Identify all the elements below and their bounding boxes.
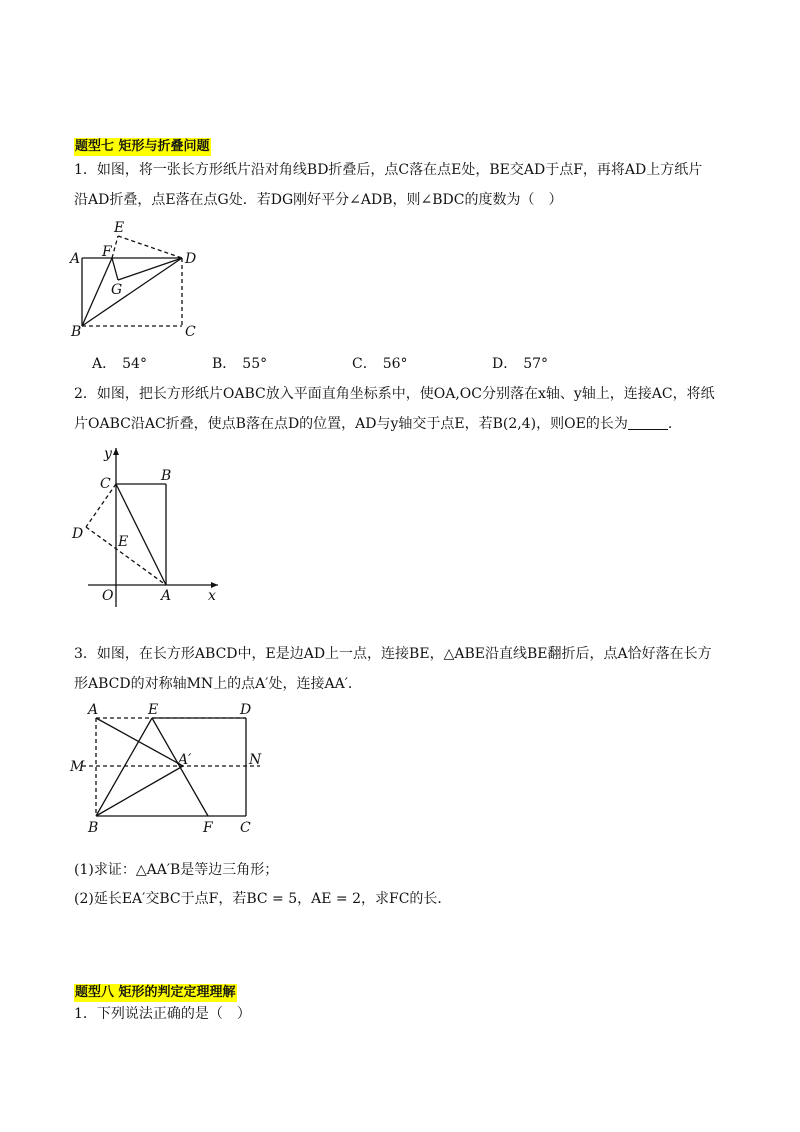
section8-q1: 1．下列说法正确的是（ ） — [74, 1006, 251, 1022]
q1-label-b: B — [71, 324, 82, 340]
q2-label-c: C — [100, 476, 111, 492]
q3-label-d: D — [240, 702, 252, 718]
q2-label-o: O — [102, 588, 114, 604]
q1-line2: 沿AD折叠，点E落在点G处．若DG刚好平分∠ADB，则∠BDC的度数为（ ） — [74, 192, 563, 208]
q2-line2: 片OABC沿AC折叠，使点B落在点D的位置，AD与y轴交于点E，若B(2,4)，则OE的长为 . — [74, 416, 673, 432]
q1-segment-ed — [118, 236, 182, 258]
q3-label-m: M — [70, 759, 85, 775]
q3-segment-aa1 — [96, 718, 183, 766]
q2-label-e: E — [118, 534, 129, 550]
q1-option-d: D． 57° — [492, 356, 549, 372]
q2-label-a: A — [161, 588, 172, 604]
q2-label-y: y — [104, 446, 112, 462]
q1-label-d: D — [185, 251, 197, 267]
q1-segment-gd — [118, 258, 182, 280]
q1-segment-fg — [112, 258, 118, 280]
q1-label-e: E — [114, 220, 125, 236]
q3-label-a1: A′ — [178, 752, 192, 768]
q1-label-f: F — [102, 244, 112, 260]
q3-figure — [68, 700, 278, 840]
q1-option-a: A． 54° — [92, 356, 147, 372]
q1-label-a: A — [70, 251, 81, 267]
q3-label-a: A — [88, 702, 99, 718]
section-heading-7: 题型七 矩形与折叠问题 — [75, 139, 210, 154]
q3-segment-be — [96, 718, 152, 816]
q1-label-c: C — [185, 324, 196, 340]
section-heading-8: 题型八 矩形的判定定理理解 — [75, 985, 236, 1000]
q3-label-b: B — [88, 820, 99, 836]
q1-segment-fe — [112, 236, 118, 258]
q3-part2: (2)延长EA′交BC于点F，若BC = 5，AE = 2，求FC的长． — [74, 891, 452, 907]
q1-label-g: G — [111, 282, 123, 298]
q3-label-e: E — [148, 702, 159, 718]
q2-label-d: D — [72, 526, 84, 542]
q2-figure — [68, 442, 228, 607]
q3-part1: (1)求证：△AA′B是等边三角形； — [74, 862, 279, 878]
q1-figure — [68, 218, 228, 343]
q1-option-c: C． 56° — [352, 356, 408, 372]
q3-label-f: F — [203, 820, 213, 836]
q3-label-n: N — [249, 752, 262, 768]
q3-label-c: C — [240, 820, 251, 836]
q2-label-b: B — [161, 468, 172, 484]
q1-option-b: B． 55° — [212, 356, 268, 372]
q2-line1: 2．如图，把长方形纸片OABC放入平面直角坐标系中，使OA,OC分别落在x轴、y轴上，连接AC，将纸 — [74, 386, 715, 402]
q2-answer-blank[interactable] — [628, 415, 668, 430]
q2-y-arrow — [113, 448, 119, 455]
q2-label-x: x — [208, 588, 216, 604]
q3-line1: 3．如图，在长方形ABCD中，E是边AD上一点，连接BE，△ABE沿直线BE翻折后，点A恰好落在长方 — [74, 646, 712, 662]
q3-line2: 形ABCD的对称轴MN上的点A′处，连接AA′． — [74, 676, 362, 692]
q1-line1: 1．如图，将一张长方形纸片沿对角线BD折叠后，点C落在点E处，BE交AD于点F，再将AD上方纸片 — [74, 162, 703, 178]
q3-segment-ba1 — [96, 766, 183, 816]
